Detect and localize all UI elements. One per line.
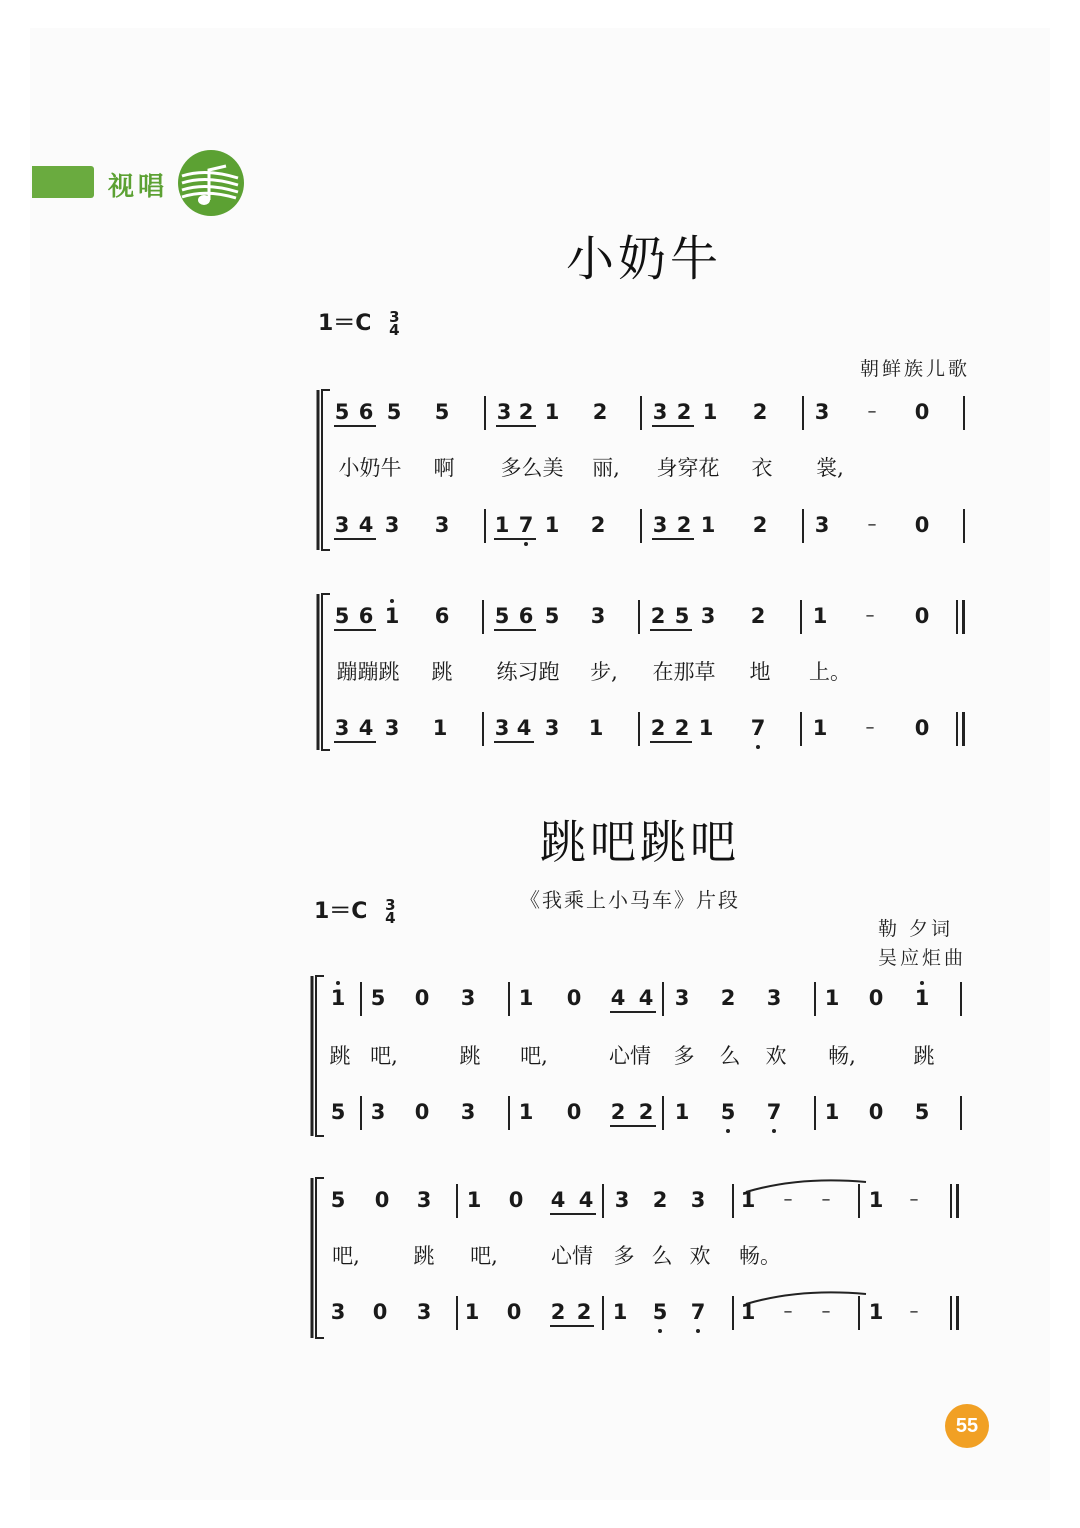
note: 3 (494, 716, 510, 740)
note: 0 (414, 1100, 430, 1124)
bar-line (640, 509, 642, 543)
note: 6 (518, 604, 534, 628)
lyric: 跳 (329, 1044, 351, 1068)
time-top: 3 (385, 896, 396, 914)
bar-line (638, 600, 640, 634)
beam (610, 1011, 656, 1013)
note: 4 (358, 513, 374, 537)
lyric: 欢 (689, 1244, 711, 1268)
bar-line (963, 509, 965, 543)
bar-line (482, 600, 484, 634)
note: 7 (690, 1300, 706, 1324)
high-octave-dot (336, 981, 340, 985)
lyric: 多么美 (500, 456, 564, 480)
note: 2 (720, 986, 736, 1010)
note: 1 (812, 716, 828, 740)
key-signature (314, 894, 396, 925)
note: 6 (358, 604, 374, 628)
note: 5 (720, 1100, 736, 1124)
beam (496, 425, 536, 427)
note: 5 (370, 986, 386, 1010)
note: 3 (814, 513, 830, 537)
note: 2 (676, 400, 692, 424)
note: 3 (434, 513, 450, 537)
note: 7 (518, 513, 534, 537)
note: 2 (638, 1100, 654, 1124)
bar-line (456, 1296, 458, 1330)
song-subtitle: 《我乘上小马车》片段 (520, 888, 740, 912)
bar-line (456, 1184, 458, 1218)
note: 1 (914, 986, 930, 1010)
note: 1 (544, 400, 560, 424)
note: 1 (518, 986, 534, 1010)
note: 3 (590, 604, 606, 628)
note: 7 (766, 1100, 782, 1124)
lyric: 吧, (370, 1044, 398, 1068)
lyrics-line (0, 1036, 1080, 1076)
note: 0 (914, 604, 930, 628)
key-text: 1＝C (314, 899, 368, 924)
bar-line (963, 396, 965, 430)
lyric: 身穿花 (656, 456, 720, 480)
beam (334, 538, 376, 540)
bar-line (602, 1184, 604, 1218)
bar-line (484, 509, 486, 543)
note: 2 (752, 513, 768, 537)
final-bar-line (956, 600, 958, 634)
section-label: 视唱 (108, 172, 169, 202)
note: 1 (384, 604, 400, 628)
note: 4 (610, 986, 626, 1010)
lyric: 心情 (609, 1044, 651, 1068)
bar-line (800, 712, 802, 746)
note: 1 (700, 513, 716, 537)
final-bar-line (962, 712, 965, 746)
bar-line (802, 396, 804, 430)
lyric: 衣 (751, 456, 773, 480)
notation-line (0, 596, 1080, 636)
note: 0 (374, 1188, 390, 1212)
dash: – (821, 1301, 831, 1322)
lyric: 地 (749, 660, 771, 684)
note: 0 (506, 1300, 522, 1324)
beam (652, 538, 694, 540)
beam (650, 629, 692, 631)
note: 2 (590, 513, 606, 537)
lyric: 跳 (913, 1044, 935, 1068)
note: 3 (460, 1100, 476, 1124)
song-title: 跳吧跳吧 (540, 815, 740, 869)
note: 2 (652, 1188, 668, 1212)
note: 5 (674, 604, 690, 628)
low-octave-dot (524, 542, 528, 546)
note: 7 (750, 716, 766, 740)
bar-line (814, 1096, 816, 1130)
note: 3 (652, 400, 668, 424)
note: 1 (824, 1100, 840, 1124)
lyric: 跳 (413, 1244, 435, 1268)
note: 1 (702, 400, 718, 424)
note: 1 (824, 986, 840, 1010)
beam (550, 1325, 594, 1327)
bar-line (814, 982, 816, 1016)
high-octave-dot (390, 599, 394, 603)
beam (610, 1125, 656, 1127)
beam (334, 629, 376, 631)
note: 4 (516, 716, 532, 740)
beam (652, 425, 694, 427)
lyric: 裳, (816, 456, 844, 480)
note: 0 (914, 513, 930, 537)
final-bar-line (950, 1296, 952, 1330)
note: 5 (330, 1100, 346, 1124)
lyric: 在那草 (652, 660, 716, 684)
beam (334, 741, 376, 743)
note: 2 (610, 1100, 626, 1124)
lyric: 畅。 (739, 1244, 781, 1268)
note: 4 (578, 1188, 594, 1212)
lyric: 吧, (332, 1244, 360, 1268)
dash: – (865, 605, 875, 626)
bar-line (508, 1096, 510, 1130)
note: 5 (544, 604, 560, 628)
section-header-bar (32, 166, 94, 198)
time-bottom: 4 (389, 321, 400, 339)
lyric: 吧, (470, 1244, 498, 1268)
bar-line (732, 1296, 734, 1330)
time-signature (389, 308, 400, 339)
note: 3 (700, 604, 716, 628)
dash: – (909, 1301, 919, 1322)
note: 1 (612, 1300, 628, 1324)
note: 3 (690, 1188, 706, 1212)
final-bar-line (962, 600, 965, 634)
note: 2 (674, 716, 690, 740)
dash: – (867, 401, 877, 422)
note: 2 (518, 400, 534, 424)
bar-line (858, 1184, 860, 1218)
bar-line (662, 982, 664, 1016)
note: 6 (358, 400, 374, 424)
bar-line (482, 712, 484, 746)
note: 1 (432, 716, 448, 740)
note: 3 (496, 400, 512, 424)
beam (334, 425, 376, 427)
note: 2 (576, 1300, 592, 1324)
bar-line (732, 1184, 734, 1218)
note: 0 (868, 986, 884, 1010)
lyrics-line (0, 448, 1080, 488)
note: 5 (386, 400, 402, 424)
note: 5 (334, 400, 350, 424)
notation-line (0, 1092, 1080, 1132)
lyric: 吧, (520, 1044, 548, 1068)
note: 0 (508, 1188, 524, 1212)
final-bar-line (950, 1184, 952, 1218)
note: 3 (814, 400, 830, 424)
notation-line (0, 1180, 1080, 1220)
lyric: 啊 (433, 456, 455, 480)
note: 0 (566, 1100, 582, 1124)
lyrics-line (0, 1236, 1080, 1276)
note: 1 (812, 604, 828, 628)
note: 4 (550, 1188, 566, 1212)
lyric: 么 (651, 1244, 673, 1268)
notation-line (0, 978, 1080, 1018)
bar-line (638, 712, 640, 746)
note: 1 (330, 986, 346, 1010)
note: 3 (544, 716, 560, 740)
lyric: 心情 (551, 1244, 593, 1268)
note: 5 (434, 400, 450, 424)
lyric: 小奶牛 (338, 456, 402, 480)
lyric: 多 (613, 1244, 635, 1268)
note: 2 (650, 716, 666, 740)
note: 4 (638, 986, 654, 1010)
bar-line (960, 982, 962, 1016)
note: 3 (370, 1100, 386, 1124)
beam (494, 629, 536, 631)
note: 3 (766, 986, 782, 1010)
note: 3 (416, 1300, 432, 1324)
note: 0 (914, 716, 930, 740)
dash: – (783, 1189, 793, 1210)
time-signature (385, 896, 396, 927)
note: 2 (592, 400, 608, 424)
note: 5 (494, 604, 510, 628)
note: 3 (384, 513, 400, 537)
bar-line (602, 1296, 604, 1330)
lyric: 畅, (828, 1044, 856, 1068)
note: 3 (614, 1188, 630, 1212)
beam (494, 538, 536, 540)
lyric: 上。 (809, 660, 851, 684)
note: 0 (372, 1300, 388, 1324)
note: 1 (588, 716, 604, 740)
low-octave-dot (772, 1129, 776, 1133)
note: 1 (466, 1188, 482, 1212)
note: 1 (698, 716, 714, 740)
note: 5 (330, 1188, 346, 1212)
lyric: 蹦蹦跳 (336, 660, 400, 684)
note: 3 (330, 1300, 346, 1324)
note: 5 (652, 1300, 668, 1324)
note: 3 (674, 986, 690, 1010)
bar-line (960, 1096, 962, 1130)
note: 4 (358, 716, 374, 740)
notation-line (0, 392, 1080, 432)
dash: – (783, 1301, 793, 1322)
note: 3 (460, 986, 476, 1010)
note: 0 (868, 1100, 884, 1124)
lyric: 跳 (459, 1044, 481, 1068)
notation-line (0, 1292, 1080, 1332)
note: 1 (494, 513, 510, 537)
note: 1 (740, 1188, 756, 1212)
low-octave-dot (696, 1329, 700, 1333)
note: 3 (416, 1188, 432, 1212)
notation-line (0, 505, 1080, 545)
note: 5 (334, 604, 350, 628)
lyricist-credit: 勒 夕词 (878, 918, 954, 940)
lyric: 丽, (592, 456, 620, 480)
composer-credit: 吴应炬曲 (878, 947, 967, 969)
time-bottom: 4 (385, 909, 396, 927)
beam (550, 1213, 596, 1215)
note: 2 (752, 400, 768, 424)
lyric: 练习跑 (496, 660, 560, 684)
note: 5 (914, 1100, 930, 1124)
final-bar-line (956, 1184, 959, 1218)
song-title: 小奶牛 (565, 231, 722, 287)
page-number: 55 (945, 1404, 989, 1448)
dash: – (821, 1189, 831, 1210)
high-octave-dot (920, 981, 924, 985)
final-bar-line (956, 712, 958, 746)
note: 1 (518, 1100, 534, 1124)
lyric: 步, (590, 660, 618, 684)
lyric: 多 (673, 1044, 695, 1068)
lyric: 欢 (765, 1044, 787, 1068)
beam (650, 741, 692, 743)
low-octave-dot (756, 745, 760, 749)
note: 0 (566, 986, 582, 1010)
bar-line (484, 396, 486, 430)
note: 3 (334, 513, 350, 537)
bar-line (360, 982, 362, 1016)
bar-line (360, 1096, 362, 1130)
note: 2 (750, 604, 766, 628)
dash: – (909, 1189, 919, 1210)
lyric: 么 (719, 1044, 741, 1068)
bar-line (640, 396, 642, 430)
note: 1 (544, 513, 560, 537)
song-credit: 朝鲜族儿歌 (860, 358, 971, 380)
low-octave-dot (726, 1129, 730, 1133)
note: 1 (868, 1188, 884, 1212)
note: 2 (676, 513, 692, 537)
bar-line (858, 1296, 860, 1330)
note: 3 (334, 716, 350, 740)
note: 0 (414, 986, 430, 1010)
note: 2 (650, 604, 666, 628)
low-octave-dot (658, 1329, 662, 1333)
beam (494, 741, 534, 743)
note: 3 (652, 513, 668, 537)
note: 6 (434, 604, 450, 628)
dash: – (865, 717, 875, 738)
dash: – (867, 514, 877, 535)
final-bar-line (956, 1296, 959, 1330)
key-signature (318, 306, 400, 337)
key-text: 1＝C (318, 311, 372, 336)
music-note-icon (176, 148, 246, 218)
note: 1 (464, 1300, 480, 1324)
note: 1 (740, 1300, 756, 1324)
notation-line (0, 708, 1080, 748)
note: 0 (914, 400, 930, 424)
lyrics-line (0, 652, 1080, 692)
note: 3 (384, 716, 400, 740)
bar-line (508, 982, 510, 1016)
bar-line (662, 1096, 664, 1130)
bar-line (800, 600, 802, 634)
note: 1 (868, 1300, 884, 1324)
note: 1 (674, 1100, 690, 1124)
lyric: 跳 (431, 660, 453, 684)
bar-line (802, 509, 804, 543)
note: 2 (550, 1300, 566, 1324)
time-top: 3 (389, 308, 400, 326)
